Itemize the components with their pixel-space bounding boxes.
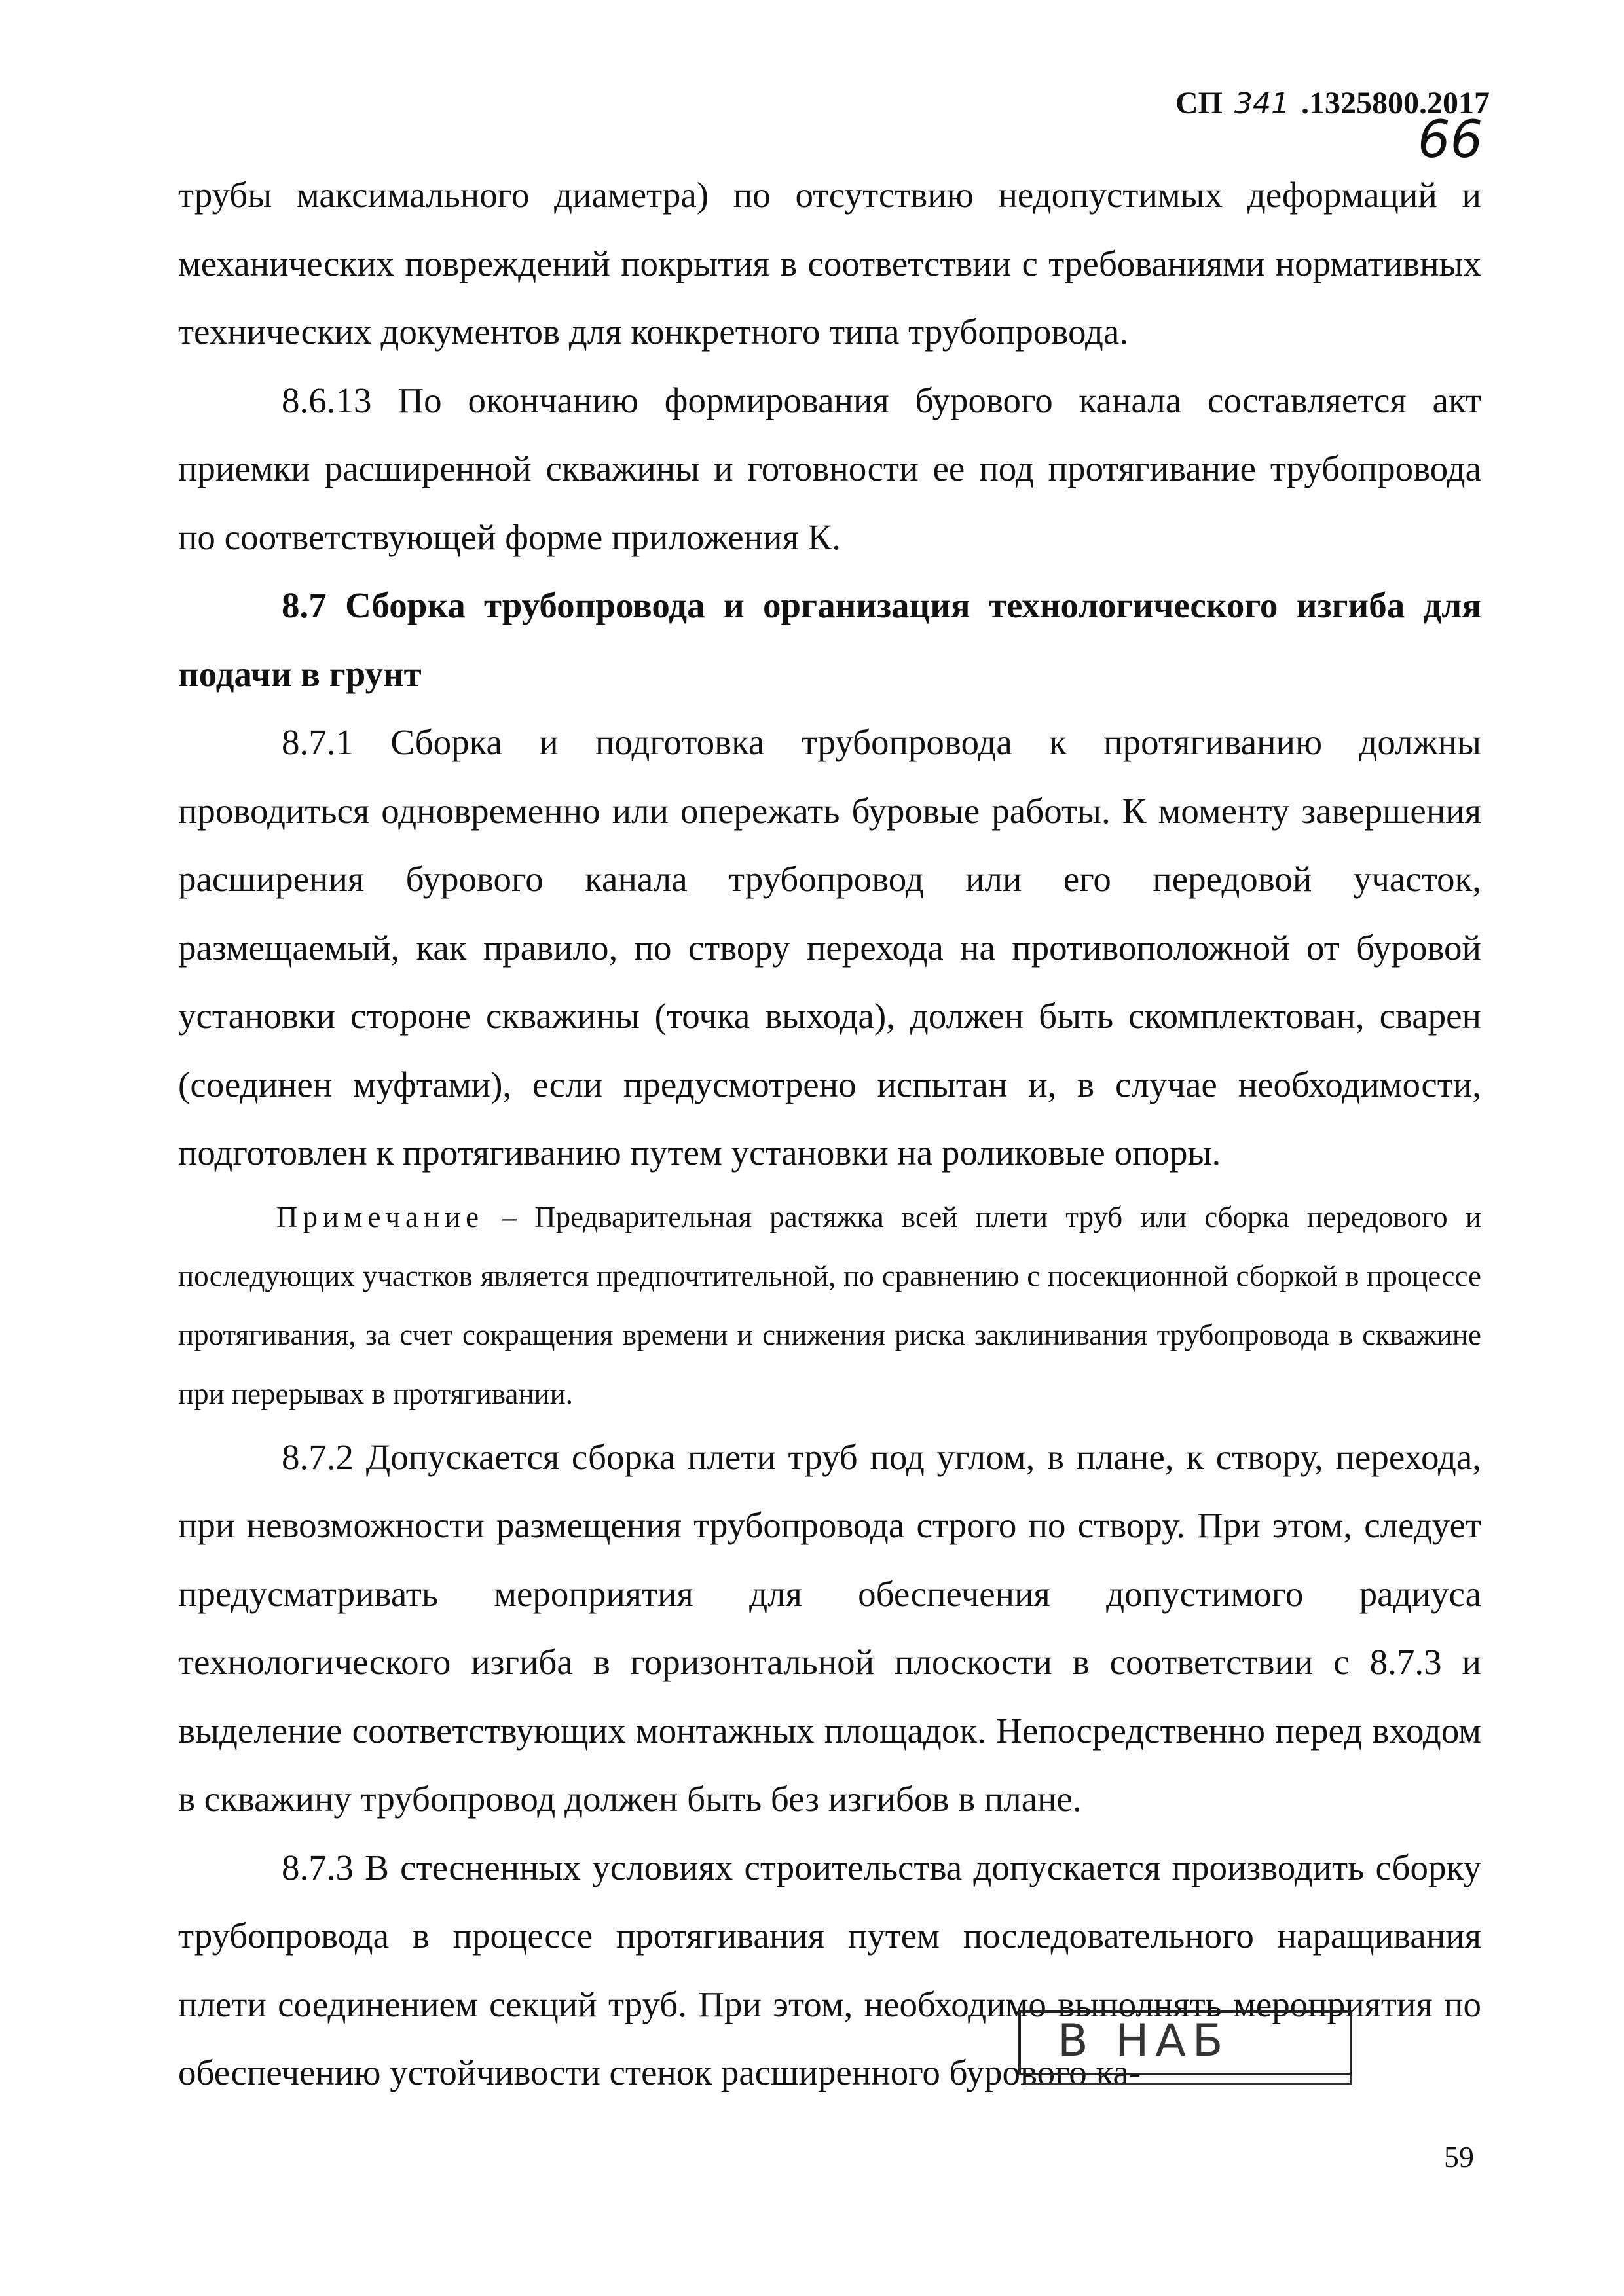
handwritten-number: 341 [1234,87,1289,120]
note-label: Примечание [276,1200,485,1233]
paragraph-8-7-2: 8.7.2 Допускается сборка плети труб под углом, в плане, к створу, перехода, при невозможности размещения трубопровода строго по створу. При этом, следует предусматривать мероприятия для обеспечения допустимого радиуса технологического изгиба в горизонтальной плоскости в соответствии с 8.7.3 и выделение соответствующих монтажных площадок. Непосредственно перед входом в скважину трубопровод должен быть без изгибов в плане. [178,1436,1481,1819]
code-prefix: СП [1175,86,1223,120]
paragraph-8-7-1: 8.7.1 Сборка и подготовка трубопровода к протягиванию должны проводиться одновременно или опережать буровые работы. К моменту завершения расширения бурового канала трубопровод или его передовой участок, размещаемый, как правило, по створу перехода на противоположной от буровой установки стороне скважины (точка выхода), должен быть скомплектован, сварен (соединен муфтами), если предусмотрено испытан и, в случае необходимости, подготовлен к протягиванию путем установки на роликовые опоры. [178,722,1481,1173]
stamp [1018,2010,1352,2085]
paragraph-8-7-3: 8.7.3 В стесненных условиях строительства допускается производить сборку трубопровода в процессе протягивания путем последовательного наращивания плети соединением секций труб. При этом, необходимо выполнять мероприятия по обеспечению устойчивости стенок расширенного бурового ка- [178,1847,1481,2092]
paragraph-8-6-13: 8.6.13 По окончанию формирования бурового канала составляется акт приемки расширенной скважины и готовности ее под протягивание трубопровода по соответствующей форме приложения К. [178,380,1481,557]
section-heading-8-7: 8.7 Сборка трубопровода и организация технологического изгиба для подачи в грунт [178,585,1481,694]
note-text: – Предварительная растяжка всей плети труб или сборка передового и последующих участков является предпочтительной, по сравнению с посекционной сборкой в процессе протягивания, за счет сокращения времени и снижения риска заклинивания трубопровода в скважине при перерывах в протягивании. [178,1200,1481,1410]
code-suffix: .1325800.2017 [1301,86,1490,120]
handwritten-sheet-number: 66 [1418,111,1483,170]
paragraph-continuation: трубы максимального диаметра) по отсутствию недопустимых деформаций и механических повреждений покрытия в соответствии с требованиями нормативных технических документов для конкретного типа трубопровода. [178,175,1481,352]
main-text [178,161,1481,2107]
stamp-text: В НАБ [1058,2015,1230,2067]
page-number: 59 [1444,2140,1474,2174]
note [178,1188,1481,1423]
